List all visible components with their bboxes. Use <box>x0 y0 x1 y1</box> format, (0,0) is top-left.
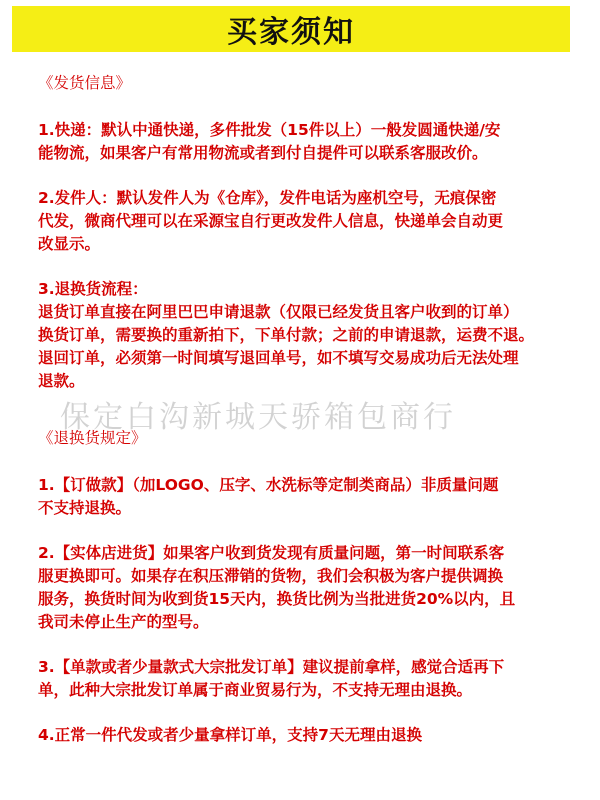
shipping-section-title: 《发货信息》 <box>38 74 132 92</box>
title-banner <box>12 6 570 52</box>
watermark: 保定白沟新城天骄箱包商行 <box>60 400 456 435</box>
returns-item-wholesale: 3.【单款或者少量款式大宗批发订单】建议提前拿样，感觉合适再下 单，此种大宗批发订单属于商业贸易行为，不支持无理由退换。 <box>38 658 505 699</box>
notice-content <box>38 72 586 747</box>
shipping-item-return-process: 3.退换货流程： 退货订单直接在阿里巴巴申请退款（仅限已经发货且客户收到的订单） 换货订单，需要换的重新拍下，下单付款；之前的申请退款，运费不退。 退回订单，必须第一时间填写退回单号，如不填写交易成功后无法处理 退款。 <box>38 280 535 390</box>
returns-item-store: 2.【实体店进货】如果客户收到货发现有质量问题，第一时间联系客 服更换即可。如果存在积压滞销的货物，我们会积极为客户提供调换 服务，换货时间为收到货15天内，换货比例为当批进货20%以内，且 我司未停止生产的型号。 <box>38 544 516 631</box>
shipping-item-sender: 2.发件人：默认发件人为《仓库》，发件电话为座机空号，无痕保密 代发，微商代理可以在采源宝自行更改发件人信息，快递单会自动更 改显示。 <box>38 189 504 253</box>
returns-item-custom: 1.【订做款】（加LOGO、压字、水洗标等定制类商品）非质量问题 不支持退换。 <box>38 476 499 517</box>
page-title: 买家须知 <box>227 15 355 50</box>
returns-section-title: 《退换货规定》 <box>38 429 147 447</box>
shipping-item-express: 1.快递：默认中通快递，多件批发（15件以上）一般发圆通快递/安 能物流，如果客户有常用物流或者到付自提件可以联系客服改价。 <box>38 121 501 162</box>
returns-item-dropship: 4.正常一件代发或者少量拿样订单，支持7天无理由退换 <box>38 726 422 744</box>
